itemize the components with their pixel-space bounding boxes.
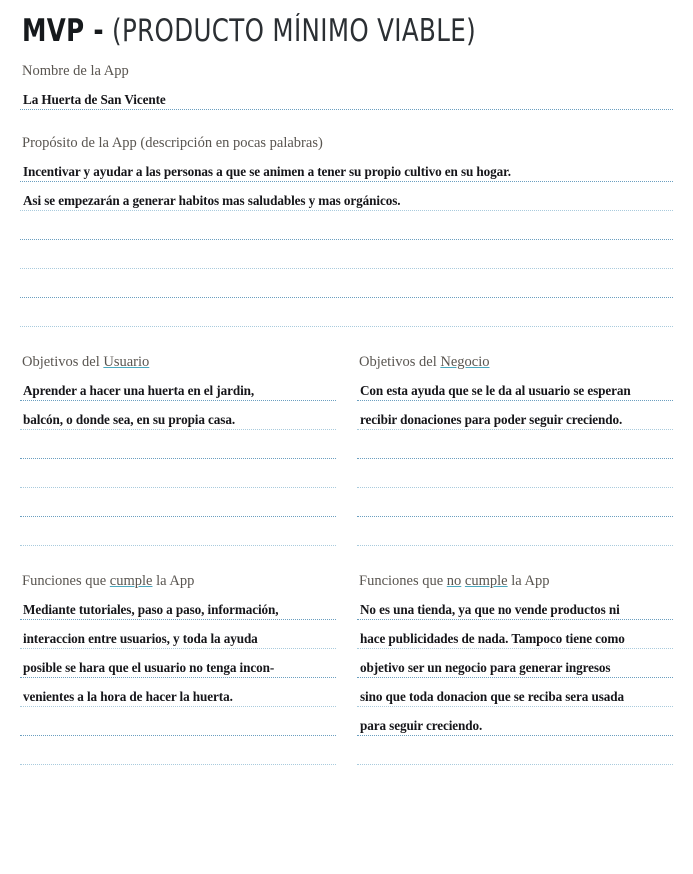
ruled-line[interactable]	[20, 459, 336, 488]
line-rule	[20, 545, 336, 546]
section-label-suffix: la App	[507, 573, 550, 589]
line-text: No es una tienda, ya que no vende productos ni	[360, 602, 620, 617]
ruled-line[interactable]	[357, 620, 673, 649]
section-label-purpose: Propósito de la App (descripción en pocas palabras)	[22, 135, 323, 151]
page-title	[22, 14, 595, 48]
lines-purpose	[20, 153, 673, 327]
section-label-suffix: la App	[152, 573, 195, 589]
section-label-underlined: cumple	[109, 573, 153, 589]
page-title-strong: MVP -	[22, 13, 104, 49]
ruled-line[interactable]	[357, 707, 673, 736]
ruled-line[interactable]	[357, 430, 673, 459]
section-functions-row	[20, 572, 673, 765]
ruled-line[interactable]	[357, 517, 673, 546]
ruled-line[interactable]	[20, 372, 336, 401]
line-text: hace publicidades de nada. Tampoco tiene como	[360, 631, 625, 646]
ruled-line[interactable]	[20, 182, 673, 211]
section-label-prefix: Objetivos del	[359, 354, 441, 370]
line-text: Mediante tutoriales, paso a paso, información,	[23, 602, 279, 617]
section-label-underlined-cumple: cumple	[464, 573, 508, 589]
section-label-functions-does-not	[357, 572, 673, 590]
spacer	[20, 327, 673, 353]
ruled-line[interactable]	[20, 298, 673, 327]
section-label-underlined: Usuario	[103, 354, 150, 370]
line-text: balcón, o donde sea, en su propia casa.	[23, 412, 236, 427]
ruled-line[interactable]	[20, 430, 336, 459]
line-text: posible se hara que el usuario no tenga incon-	[23, 660, 275, 675]
section-label-user-goals	[20, 353, 336, 371]
section-app-name	[20, 62, 673, 110]
section-objectives-row	[20, 353, 673, 546]
line-text: para seguir creciendo.	[360, 718, 483, 733]
ruled-line[interactable]	[20, 591, 336, 620]
lines-user-goals	[20, 372, 336, 546]
line-text: objetivo ser un negocio para generar ingresos	[360, 660, 611, 675]
section-label-business-goals	[357, 353, 673, 371]
ruled-line[interactable]	[357, 678, 673, 707]
ruled-line[interactable]	[20, 736, 336, 765]
page-title-block	[20, 0, 673, 62]
ruled-line[interactable]	[357, 736, 673, 765]
ruled-line[interactable]	[20, 269, 673, 298]
ruled-line[interactable]	[357, 401, 673, 430]
ruled-line[interactable]	[20, 488, 336, 517]
lines-functions-does-not	[357, 591, 673, 765]
section-label-functions-does	[20, 572, 336, 590]
line-rule	[357, 764, 673, 765]
lines-functions-does	[20, 591, 336, 765]
section-label-underlined: Negocio	[440, 354, 490, 370]
ruled-line[interactable]	[357, 372, 673, 401]
ruled-line[interactable]	[357, 649, 673, 678]
line-text: La Huerta de San Vicente	[23, 92, 166, 107]
ruled-line[interactable]	[20, 678, 336, 707]
ruled-line[interactable]	[20, 707, 336, 736]
line-text: venientes a la hora de hacer la huerta.	[23, 689, 233, 704]
line-text: recibir donaciones para poder seguir creciendo.	[360, 412, 623, 427]
section-label-prefix: Objetivos del	[22, 354, 104, 370]
section-purpose	[20, 134, 673, 327]
ruled-line[interactable]	[20, 649, 336, 678]
line-text: Aprender a hacer una huerta en el jardin,	[23, 383, 255, 398]
ruled-line[interactable]	[20, 517, 336, 546]
line-text: Con esta ayuda que se le da al usuario se esperan	[360, 383, 631, 398]
section-label-prefix: Funciones que	[22, 573, 110, 589]
ruled-line[interactable]	[20, 81, 673, 110]
ruled-line[interactable]	[357, 591, 673, 620]
line-text: Incentivar y ayudar a las personas a que se animen a tener su propio cultivo en su hogar.	[23, 164, 511, 179]
line-text: sino que toda donacion que se reciba sera usada	[360, 689, 624, 704]
section-business-goals	[357, 353, 673, 546]
line-rule	[357, 545, 673, 546]
line-text: interaccion entre usuarios, y toda la ayuda	[23, 631, 258, 646]
spacer	[20, 110, 673, 134]
section-functions-does-not	[357, 572, 673, 765]
ruled-line[interactable]	[357, 459, 673, 488]
line-rule	[20, 109, 673, 110]
ruled-line[interactable]	[20, 401, 336, 430]
page-title-light: (PRODUCTO MÍNIMO VIABLE)	[112, 13, 477, 49]
spacer	[20, 546, 673, 572]
line-text: Asi se empezarán a generar habitos mas saludables y mas orgánicos.	[23, 193, 401, 208]
ruled-line[interactable]	[20, 240, 673, 269]
lines-app-name	[20, 81, 673, 110]
section-functions-does	[20, 572, 336, 765]
section-user-goals	[20, 353, 336, 546]
line-rule	[20, 764, 336, 765]
line-rule	[20, 326, 673, 327]
ruled-line[interactable]	[20, 620, 336, 649]
section-label-prefix: Funciones que	[359, 573, 447, 589]
ruled-line[interactable]	[20, 211, 673, 240]
ruled-line[interactable]	[357, 488, 673, 517]
section-label-underlined-no: no	[446, 573, 462, 589]
section-label-app-name: Nombre de la App	[22, 63, 129, 79]
lines-business-goals	[357, 372, 673, 546]
ruled-line[interactable]	[20, 153, 673, 182]
